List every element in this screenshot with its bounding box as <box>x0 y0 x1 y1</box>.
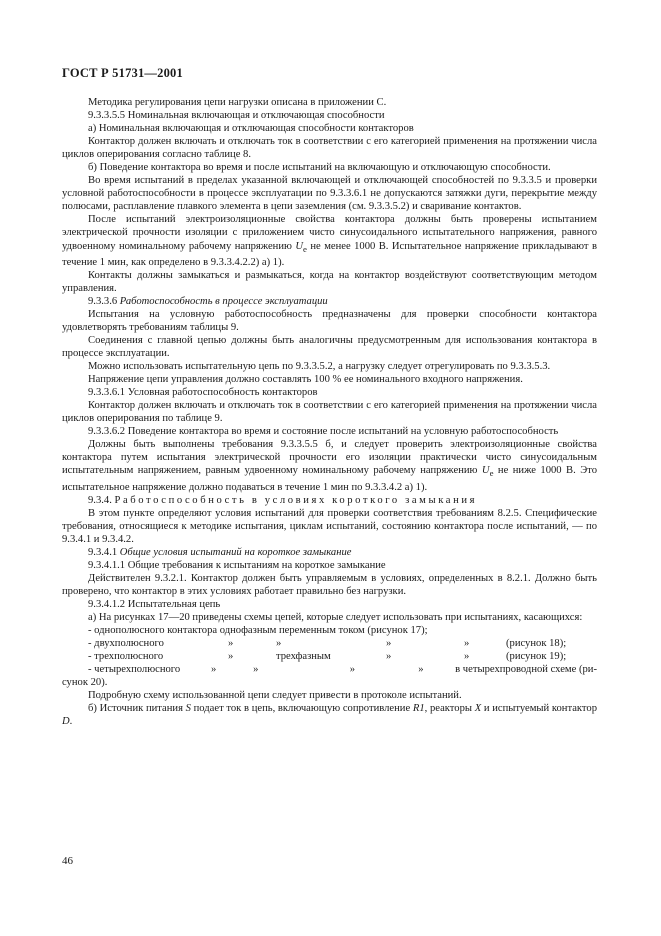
list-item: - двухполюсного » » » » (рисунок 18); <box>88 638 567 650</box>
paragraph: б) Источник питания S подает ток в цепь, включающую сопротивление R1, реакторы X и испытуемый контактор D. <box>62 703 598 728</box>
list-item: - четырехполюсного » » » » в четырехпроводной схеме (ри- <box>88 664 597 676</box>
paragraph: Действителен 9.3.2.1. Контактор должен быть управляемым в условиях, определенных в 8.2.1. Должно быть проверено, что контактор в этих условиях работает правильно без нагрузки. <box>62 572 597 597</box>
paragraph: Должны быть выполнены требования 9.3.3.5.5 б, и следует проверить электроизоляционные свойства контактора путем испытания электрической прочности его изоляции практически чисто синусоидальным испытательным напряжением, равным удвоенному номинальному рабочему напряжению $U_e$ не ниже 1000 В. Это испытательное напряжение должно подаваться в течение 1 мин по 9.3.3.4.2 а) 1). <box>62 439 597 493</box>
paragraph: Контактор должен включать и отключать ток в соответствии с его категорией применения на протяжении числа циклов оперирования согласно таблице 8. <box>62 136 597 161</box>
paragraph: Во время испытаний в пределах указанной включающей и отключающей способностей по 9.3.3.5 и проверки условной работоспособности в процессе эксплуатации по 9.3.3.6.1 не допускаются затяжки дуги, перекрытие между полюсами, расплавление плавкого элемента в цепи заземления (см. 9.3.3.5.2) и сваривание контактов. <box>62 175 597 213</box>
section-heading: 9.3.3.6.2 Поведение контактора во время и состояние после испытаний на условную работоспособность <box>88 426 559 438</box>
paragraph: б) Поведение контактора во время и после испытаний на включающую и отключающую способности. <box>88 162 551 174</box>
section-heading: 9.3.4.1.1 Общие требования к испытаниям на короткое замыкание <box>88 559 386 571</box>
section-heading: 9.3.3.6 Работоспособность в процессе эксплуатации <box>88 295 328 307</box>
paragraph: Испытания на условную работоспособность предназначены для проверки способности контактора удовлетворять требованиям таблицы 9. <box>62 308 597 333</box>
section-heading: 9.3.4.1 Общие условия испытаний на короткое замыкание <box>88 546 352 558</box>
paragraph: Можно использовать испытательную цепь по 9.3.3.5.2, а нагрузку следует отрегулировать по 9.3.3.5.3. <box>88 361 551 373</box>
paragraph: После испытаний электроизоляционные свойства контактора должны быть проверены испытанием электрической прочности изоляции с приложением чисто синусоидального испытательного напряжения, равного удвоенному номинальному рабочему напряжению $U_e$ не менее 1000 В. Испытательное напряжение прикладывают в течение 1 мин, как определено в 9.3.3.4.2.2) а) 1). <box>62 214 597 268</box>
page-number: 46 <box>62 855 73 867</box>
section-heading: 9.3.3.5.5 Номинальная включающая и отключающая способности <box>88 110 385 122</box>
paragraph: В этом пункте определяют условия испытаний для проверки соответствия требованиям 8.2.5. Специфические требования, относящиеся к методике испытания, циклам испытаний, состоянию контактора после испытаний, — по 9.3.4.1 и 9.3.4.2. <box>62 507 597 545</box>
document-header: ГОСТ Р 51731—2001 <box>62 66 183 80</box>
paragraph: Соединения с главной цепью должны быть аналогичны предусмотренным для использования контактора в процессе эксплуатации. <box>62 334 597 359</box>
list-item: - трехполюсного » трехфазным » » (рисунок 19); <box>88 651 567 663</box>
list-item-continuation: сунок 20). <box>62 677 108 689</box>
paragraph: Подробную схему использованной цепи следует привести в протоколе испытаний. <box>88 690 462 702</box>
paragraph: Контакты должны замыкаться и размыкаться, когда на контактор воздействуют соответствующим методом управления. <box>62 269 597 294</box>
paragraph: Методика регулирования цепи нагрузки описана в приложении С. <box>88 97 387 108</box>
section-heading: 9.3.3.6.1 Условная работоспособность контакторов <box>88 387 318 399</box>
section-heading: 9.3.4. Работоспособность в условиях короткого замыкания <box>88 494 478 506</box>
paragraph: а) Номинальная включающая и отключающая способности контакторов <box>88 123 414 135</box>
paragraph: а) На рисунках 17—20 приведены схемы цепей, которые следует использовать при испытаниях, касающихся: <box>88 612 583 624</box>
paragraph: Контактор должен включать и отключать ток в соответствии с его категорией применения на протяжении числа циклов оперирования по таблице 9. <box>62 400 597 425</box>
section-heading: 9.3.4.1.2 Испытательная цепь <box>88 599 221 610</box>
paragraph: Напряжение цепи управления должно составлять 100 % ее номинального входного напряжения. <box>88 374 523 386</box>
document-body <box>62 96 597 728</box>
list-item: - однополюсного контактора однофазным переменным током (рисунок 17); <box>88 625 428 637</box>
